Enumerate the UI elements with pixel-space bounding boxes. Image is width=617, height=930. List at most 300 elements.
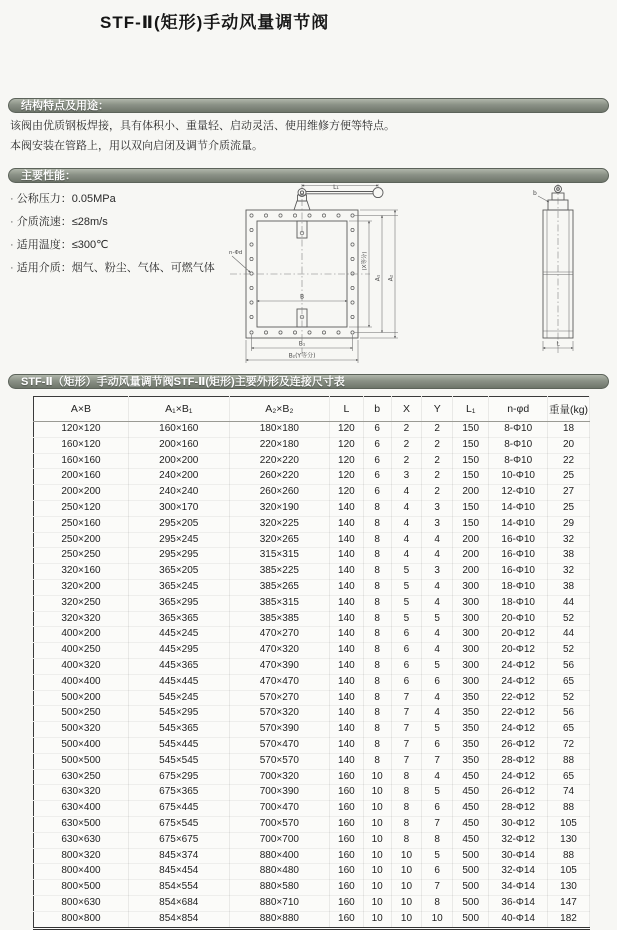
table-cell: 8: [363, 516, 391, 532]
table-row: [34, 564, 590, 580]
table-cell: 4: [422, 769, 453, 785]
table-cell: 88: [548, 801, 590, 817]
table-cell: 8-Φ10: [489, 453, 548, 469]
table-cell: 3: [422, 564, 453, 580]
table-cell: 545×365: [128, 722, 229, 738]
table-cell: 10: [363, 895, 391, 911]
table-row: [34, 737, 590, 753]
table-cell: 250×160: [34, 516, 129, 532]
features-line-1: 该阀由优质钢板焊接，具有体积小、重量轻、启动灵活、使用维修方便等特点。: [10, 120, 395, 132]
table-cell: 320×265: [229, 532, 330, 548]
table-cell: 500×250: [34, 706, 129, 722]
table-cell: 700×570: [229, 816, 330, 832]
table-cell: 6: [391, 627, 422, 643]
table-cell: 450: [453, 769, 489, 785]
table-cell: 18-Φ10: [489, 595, 548, 611]
table-cell: 200: [453, 532, 489, 548]
table-cell: 6: [422, 801, 453, 817]
table-body: [34, 422, 590, 929]
table-cell: 385×265: [229, 579, 330, 595]
table-cell: 4: [391, 532, 422, 548]
table-cell: 6: [422, 674, 453, 690]
col-header-x: X: [391, 397, 422, 422]
table-cell: 5: [391, 564, 422, 580]
table-cell: 200×160: [128, 437, 229, 453]
table-cell: 140: [330, 595, 364, 611]
table-cell: 295×295: [128, 548, 229, 564]
section-header-performance: [8, 168, 609, 183]
table-cell: 445×365: [128, 658, 229, 674]
table-cell: 8: [363, 706, 391, 722]
table-cell: 315×315: [229, 548, 330, 564]
table-cell: 10: [363, 864, 391, 880]
table-cell: 470×320: [229, 643, 330, 659]
table-cell: 320×320: [34, 611, 129, 627]
table-cell: 6: [391, 643, 422, 659]
table-cell: 200×200: [34, 485, 129, 501]
table-cell: 10: [363, 785, 391, 801]
performance-item: · 公称压力：0.05MPa: [10, 188, 215, 211]
table-cell: 800×500: [34, 880, 129, 896]
table-cell: 570×390: [229, 722, 330, 738]
table-cell: 4: [422, 548, 453, 564]
table-cell: 150: [453, 453, 489, 469]
table-cell: 4: [422, 627, 453, 643]
table-cell: 5: [391, 579, 422, 595]
table-cell: 140: [330, 532, 364, 548]
col-header-a1xb1: A₁×B₁: [128, 397, 229, 422]
features-line-2: 本阀安装在管路上，用以双向启闭及调节介质流量。: [10, 140, 263, 152]
table-cell: 34-Φ14: [489, 880, 548, 896]
table-cell: 88: [548, 848, 590, 864]
table-cell: 500: [453, 911, 489, 928]
table-cell: 350: [453, 690, 489, 706]
table-cell: 130: [548, 880, 590, 896]
dim-label-L: L: [556, 340, 560, 348]
table-cell: 2: [391, 422, 422, 438]
table-cell: 2: [422, 469, 453, 485]
table-cell: 3: [422, 516, 453, 532]
table-cell: 140: [330, 564, 364, 580]
table-cell: 4: [391, 516, 422, 532]
front-view: [229, 184, 398, 363]
table-cell: 365×295: [128, 595, 229, 611]
table-cell: 845×454: [128, 864, 229, 880]
table-cell: 88: [548, 753, 590, 769]
table-cell: 385×315: [229, 595, 330, 611]
table-row: [34, 895, 590, 911]
table-cell: 880×880: [229, 911, 330, 928]
table-cell: 4: [391, 548, 422, 564]
table-cell: 545×295: [128, 706, 229, 722]
table-cell: 800×630: [34, 895, 129, 911]
table-cell: 2: [422, 422, 453, 438]
table-cell: 20-Φ12: [489, 643, 548, 659]
table-cell: 10: [363, 880, 391, 896]
table-cell: 2: [422, 485, 453, 501]
table-cell: 545×245: [128, 690, 229, 706]
table-row: [34, 453, 590, 469]
table-row: [34, 485, 590, 501]
table-cell: 5: [391, 595, 422, 611]
table-cell: 385×385: [229, 611, 330, 627]
table-row: [34, 643, 590, 659]
table-cell: 160×160: [128, 422, 229, 438]
table-cell: 630×250: [34, 769, 129, 785]
table-header-row: [34, 397, 590, 422]
table-row: [34, 532, 590, 548]
table-cell: 5: [391, 611, 422, 627]
col-header-y: Y: [422, 397, 453, 422]
features-paragraph: [10, 116, 395, 156]
table-row: [34, 769, 590, 785]
section-header-features: [8, 98, 609, 113]
table-cell: 140: [330, 516, 364, 532]
table-row: [34, 801, 590, 817]
table-cell: 200: [453, 485, 489, 501]
table-cell: 675×445: [128, 801, 229, 817]
table-cell: 6: [363, 453, 391, 469]
table-row: [34, 690, 590, 706]
table-cell: 36-Φ14: [489, 895, 548, 911]
table-cell: 4: [391, 485, 422, 501]
table-cell: 350: [453, 706, 489, 722]
table-cell: 28-Φ12: [489, 801, 548, 817]
performance-item: · 适用介质：烟气、粉尘、气体、可燃气体: [10, 257, 215, 280]
table-row: [34, 864, 590, 880]
table-cell: 10: [363, 801, 391, 817]
table-row: [34, 722, 590, 738]
section-header-dimension-table: [8, 374, 609, 389]
table-row: [34, 880, 590, 896]
table-cell: 470×270: [229, 627, 330, 643]
table-cell: 320×160: [34, 564, 129, 580]
table-row: [34, 627, 590, 643]
table-cell: 5: [422, 722, 453, 738]
side-view: [533, 184, 573, 353]
table-cell: 240×200: [128, 469, 229, 485]
table-cell: 56: [548, 658, 590, 674]
dim-B: [257, 294, 347, 302]
table-cell: 300: [453, 658, 489, 674]
table-cell: 545×545: [128, 753, 229, 769]
table-cell: 7: [391, 753, 422, 769]
table-row: [34, 579, 590, 595]
table-cell: 3: [391, 469, 422, 485]
table-cell: 10: [422, 911, 453, 928]
table-cell: 320×190: [229, 500, 330, 516]
table-cell: 52: [548, 611, 590, 627]
table-cell: 10: [391, 895, 422, 911]
table-cell: 65: [548, 769, 590, 785]
dim-label-x-div: (X等分): [362, 251, 368, 271]
table-cell: 8: [363, 611, 391, 627]
table-cell: 20-Φ12: [489, 627, 548, 643]
table-cell: 450: [453, 785, 489, 801]
dim-label-B: B: [299, 293, 305, 301]
table-cell: 800×400: [34, 864, 129, 880]
table-cell: 24-Φ12: [489, 722, 548, 738]
table-cell: 160: [330, 848, 364, 864]
table-cell: 120×120: [34, 422, 129, 438]
dim-n-phi-d: [229, 250, 251, 273]
table-cell: 160: [330, 816, 364, 832]
table-cell: 300: [453, 627, 489, 643]
table-cell: 675×545: [128, 816, 229, 832]
table-cell: 500: [453, 848, 489, 864]
table-cell: 854×684: [128, 895, 229, 911]
table-cell: 22-Φ12: [489, 690, 548, 706]
dim-L1: [302, 184, 378, 191]
table-cell: 52: [548, 690, 590, 706]
table-cell: 32-Φ12: [489, 832, 548, 848]
table-cell: 5: [422, 658, 453, 674]
table-cell: 240×240: [128, 485, 229, 501]
table-cell: 40-Φ14: [489, 911, 548, 928]
table-cell: 16-Φ10: [489, 564, 548, 580]
table-cell: 320×250: [34, 595, 129, 611]
table-cell: 675×295: [128, 769, 229, 785]
table-cell: 6: [391, 658, 422, 674]
table-cell: 350: [453, 753, 489, 769]
table-cell: 18: [548, 422, 590, 438]
table-row: [34, 816, 590, 832]
table-row: [34, 848, 590, 864]
table-cell: 7: [391, 737, 422, 753]
dimension-table: [33, 396, 590, 930]
col-header-b: b: [363, 397, 391, 422]
table-cell: 700×320: [229, 769, 330, 785]
table-cell: 350: [453, 722, 489, 738]
section-header-performance-label: 主要性能：: [21, 170, 76, 182]
table-cell: 450: [453, 832, 489, 848]
table-cell: 300: [453, 595, 489, 611]
table-row: [34, 785, 590, 801]
col-header-l1: L₁: [453, 397, 489, 422]
table-cell: 26-Φ12: [489, 737, 548, 753]
table-cell: 445×445: [128, 674, 229, 690]
table-cell: 854×854: [128, 911, 229, 928]
table-cell: 8: [363, 722, 391, 738]
dim-label-b: b: [533, 190, 537, 197]
table-cell: 2: [422, 453, 453, 469]
table-cell: 6: [363, 485, 391, 501]
table-cell: 160: [330, 911, 364, 928]
table-cell: 445×245: [128, 627, 229, 643]
table-row: [34, 911, 590, 928]
table-cell: 8: [422, 895, 453, 911]
col-header-axb: A×B: [34, 397, 129, 422]
table-cell: 470×390: [229, 658, 330, 674]
table-cell: 6: [422, 737, 453, 753]
table-cell: 570×470: [229, 737, 330, 753]
table-cell: 365×365: [128, 611, 229, 627]
table-row: [34, 500, 590, 516]
table-cell: 30-Φ14: [489, 848, 548, 864]
table-cell: 320×225: [229, 516, 330, 532]
table-cell: 630×400: [34, 801, 129, 817]
dim-label-A2: A₂: [387, 274, 395, 282]
table-cell: 65: [548, 722, 590, 738]
table-cell: 150: [453, 500, 489, 516]
table-row: [34, 658, 590, 674]
table-cell: 880×400: [229, 848, 330, 864]
table-cell: 160×120: [34, 437, 129, 453]
table-cell: 38: [548, 548, 590, 564]
table-cell: 630×500: [34, 816, 129, 832]
table-cell: 120: [330, 485, 364, 501]
table-cell: 8: [363, 690, 391, 706]
dim-b: [533, 190, 549, 202]
table-cell: 10: [363, 848, 391, 864]
table-cell: 880×710: [229, 895, 330, 911]
table-cell: 8: [363, 737, 391, 753]
performance-item: · 适用温度：≤300℃: [10, 234, 215, 257]
col-header-l: L: [330, 397, 364, 422]
table-row: [34, 674, 590, 690]
table-cell: 27: [548, 485, 590, 501]
table-cell: 300: [453, 643, 489, 659]
table-cell: 32: [548, 532, 590, 548]
table-cell: 4: [422, 532, 453, 548]
table-cell: 8: [422, 832, 453, 848]
table-cell: 8-Φ10: [489, 422, 548, 438]
table-cell: 630×630: [34, 832, 129, 848]
table-cell: 160: [330, 864, 364, 880]
table-cell: 200×200: [128, 453, 229, 469]
table-row: [34, 611, 590, 627]
table-cell: 630×320: [34, 785, 129, 801]
table-cell: 545×445: [128, 737, 229, 753]
table-cell: 8: [363, 643, 391, 659]
page-title: STF-Ⅱ(矩形)手动风量调节阀: [100, 13, 330, 32]
table-cell: 4: [422, 579, 453, 595]
table-cell: 10: [363, 911, 391, 928]
table-cell: 20-Φ10: [489, 611, 548, 627]
table-cell: 220×220: [229, 453, 330, 469]
table-cell: 8: [363, 579, 391, 595]
table-cell: 365×205: [128, 564, 229, 580]
table-cell: 32: [548, 564, 590, 580]
table-cell: 854×554: [128, 880, 229, 896]
table-cell: 260×260: [229, 485, 330, 501]
table-cell: 500: [453, 895, 489, 911]
dim-label-L1: L₁: [333, 183, 339, 191]
table-cell: 7: [422, 753, 453, 769]
table-cell: 65: [548, 674, 590, 690]
table-row: [34, 753, 590, 769]
table-cell: 800×320: [34, 848, 129, 864]
table-cell: 120: [330, 422, 364, 438]
table-cell: 8-Φ10: [489, 437, 548, 453]
table-cell: 10: [363, 832, 391, 848]
table-cell: 700×470: [229, 801, 330, 817]
table-cell: 160: [330, 880, 364, 896]
table-cell: 4: [422, 643, 453, 659]
table-cell: 4: [391, 500, 422, 516]
table-cell: 74: [548, 785, 590, 801]
table-cell: 22-Φ12: [489, 706, 548, 722]
dim-label-n-phi-d: n-Φd: [229, 250, 243, 256]
table-cell: 200: [453, 564, 489, 580]
table-cell: 140: [330, 706, 364, 722]
section-header-dimension-table-label: STF-Ⅱ（矩形）手动风量调节阀STF-Ⅱ(矩形)主要外形及连接尺寸表: [21, 376, 345, 388]
table-row: [34, 437, 590, 453]
table-cell: 24-Φ12: [489, 674, 548, 690]
table-cell: 250×250: [34, 548, 129, 564]
table-cell: 150: [453, 516, 489, 532]
table-cell: 5: [422, 611, 453, 627]
table-cell: 140: [330, 753, 364, 769]
performance-item: · 介质流速：≤28m/s: [10, 211, 215, 234]
table-cell: 500: [453, 864, 489, 880]
table-cell: 10: [363, 769, 391, 785]
table-cell: 28-Φ12: [489, 753, 548, 769]
table-cell: 12-Φ10: [489, 485, 548, 501]
table-cell: 295×245: [128, 532, 229, 548]
table-cell: 150: [453, 469, 489, 485]
table-cell: 8: [363, 548, 391, 564]
table-cell: 8: [363, 658, 391, 674]
table-cell: 8: [391, 832, 422, 848]
table-row: [34, 706, 590, 722]
table-cell: 25: [548, 469, 590, 485]
table-cell: 25: [548, 500, 590, 516]
table-cell: 8: [363, 500, 391, 516]
col-header-weight: 重量(kg): [548, 397, 590, 422]
table-cell: 8: [363, 532, 391, 548]
table-cell: 200: [453, 548, 489, 564]
table-cell: 150: [453, 437, 489, 453]
table-cell: 250×120: [34, 500, 129, 516]
table-cell: 10: [391, 864, 422, 880]
table-cell: 500×200: [34, 690, 129, 706]
table-cell: 20: [548, 437, 590, 453]
table-cell: 300×170: [128, 500, 229, 516]
table-cell: 10: [391, 880, 422, 896]
table-cell: 300: [453, 674, 489, 690]
table-cell: 385×225: [229, 564, 330, 580]
table-cell: 3: [422, 500, 453, 516]
table-cell: 7: [422, 880, 453, 896]
table-cell: 445×295: [128, 643, 229, 659]
table-cell: 160: [330, 895, 364, 911]
table-cell: 400×320: [34, 658, 129, 674]
table-cell: 400×400: [34, 674, 129, 690]
table-row: [34, 548, 590, 564]
table-cell: 147: [548, 895, 590, 911]
table-cell: 140: [330, 722, 364, 738]
table-cell: 140: [330, 579, 364, 595]
table-cell: 6: [363, 469, 391, 485]
table-cell: 500×400: [34, 737, 129, 753]
table-cell: 5: [422, 848, 453, 864]
table-cell: 140: [330, 611, 364, 627]
table-cell: 182: [548, 911, 590, 928]
table-cell: 52: [548, 643, 590, 659]
table-cell: 24-Φ12: [489, 658, 548, 674]
table-cell: 8: [391, 785, 422, 801]
table-row: [34, 832, 590, 848]
table-cell: 6: [391, 674, 422, 690]
table-cell: 18-Φ10: [489, 579, 548, 595]
table-cell: 10: [391, 848, 422, 864]
table-cell: 5: [422, 785, 453, 801]
table-cell: 160: [330, 785, 364, 801]
table-cell: 500×500: [34, 753, 129, 769]
table-cell: 26-Φ12: [489, 785, 548, 801]
table-cell: 150: [453, 422, 489, 438]
